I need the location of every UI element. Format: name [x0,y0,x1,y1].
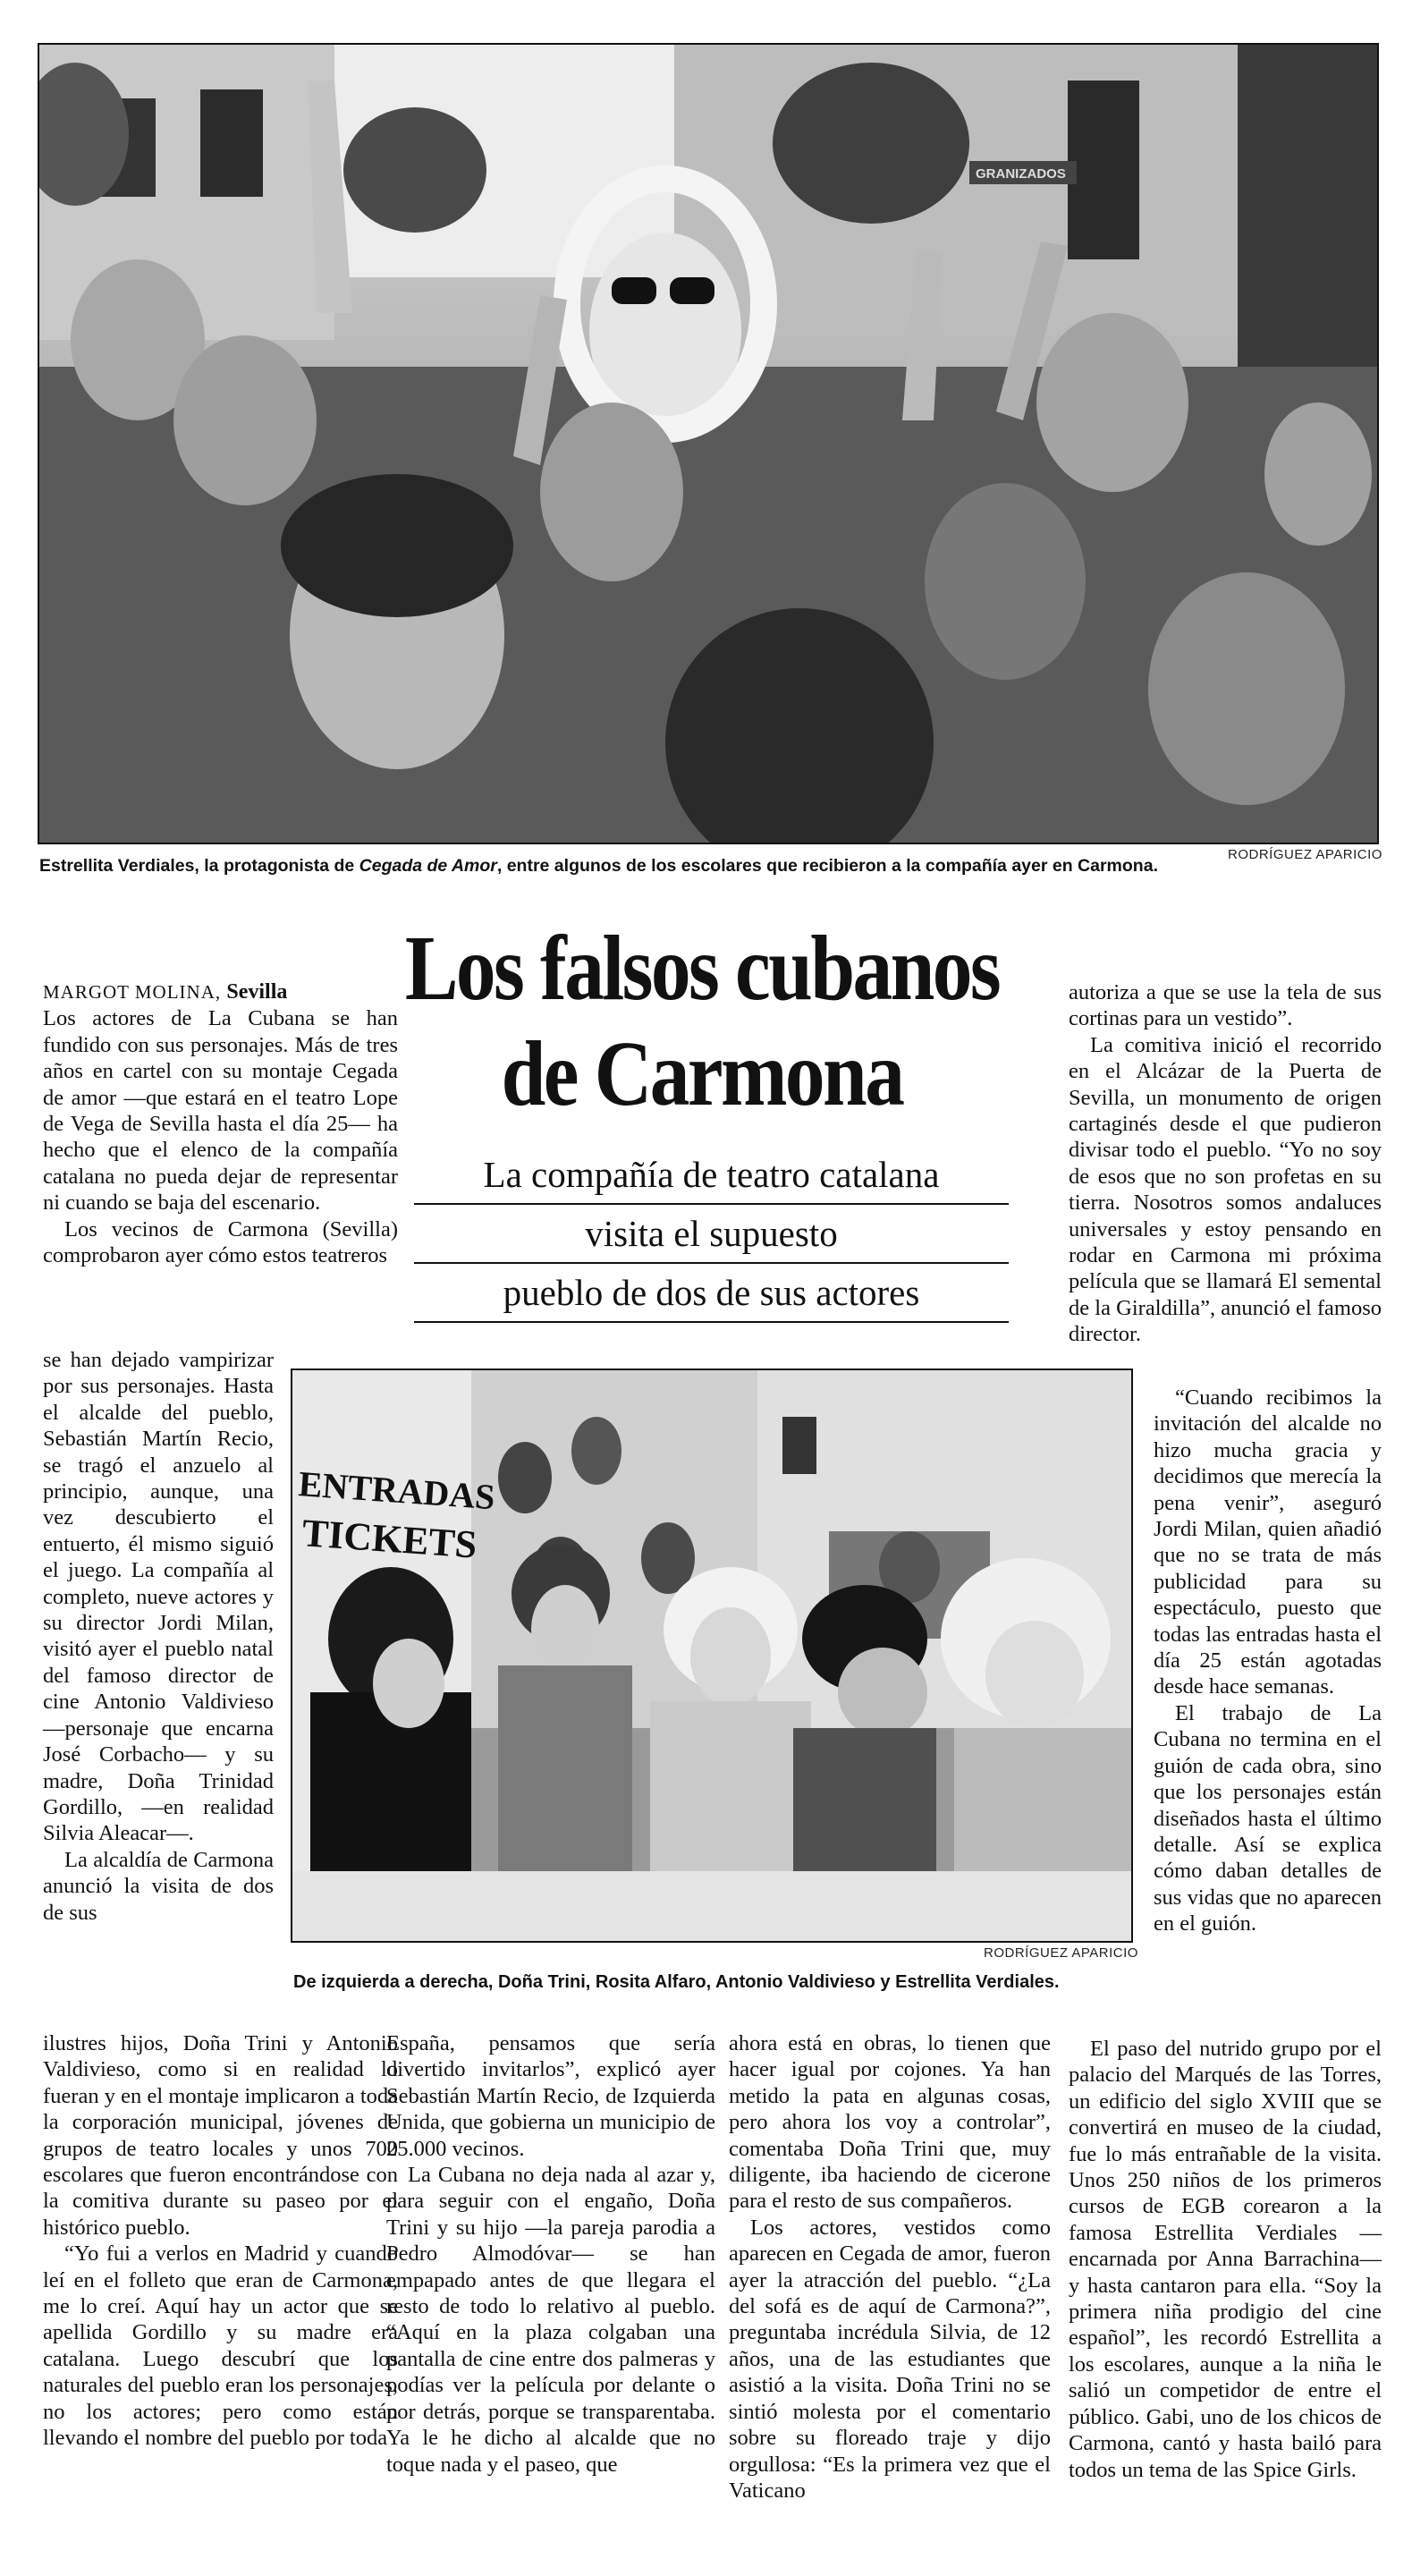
paragraph: ilustres hijos, Doña Trini y Antonio Valdivieso, como si en realidad lo fueran y en el montaje implicaron a toda la corporación municipal, jóvenes de grupos de teatro locales y unos 700 escolares que fueron encontrándose con la comitiva durante su paseo por el histórico pueblo. [43,2031,398,2240]
headline-line-1: Los falsos cubanos [404,917,1000,1020]
byline [43,979,398,1005]
article-column-1-narrow [43,1347,274,1926]
caption-text: Estrellita Verdiales, la protagonista de [39,856,359,876]
article-column-3 [729,2030,1051,2504]
photo-cast-members [291,1368,1133,1943]
headline [402,916,1002,1127]
article-column-4-lower [1069,2036,1382,2483]
article-column-4 [1069,979,1382,1348]
deck-line-3: pueblo de dos de sus actores [414,1264,1009,1323]
byline-author: MARGOT MOLINA, [43,981,222,1003]
paragraph: La alcaldía de Carmona anunció la visita de dos de sus [43,1847,274,1925]
paragraph: autoriza a que se use la tela de sus cortinas para un vestido”. [1069,980,1382,1031]
article-column-4-narrow [1154,1385,1382,1937]
granizados-sign: GRANIZADOS [976,166,1066,182]
photo1-caption [39,855,1158,877]
tickets-sign: TICKETS [300,1511,478,1567]
deck-line-1: La compañía de teatro catalana [414,1146,1009,1205]
byline-place: Sevilla [226,980,288,1004]
paragraph: se han dejado vampirizar por sus personajes. Hasta el alcalde del pueblo, Sebastián Martín Recio, se tragó el anzuelo al principio, aunque, una vez descubierto el entuerto, él mismo siguió el juego. La compañía al completo, nueve actores y su director Jordi Milan, visitó ayer el pueblo natal del famoso director de cine Antonio Valdivieso —personaje que encarna José Corbacho— y su madre, Doña Trinidad Gordillo, —en realidad Silvia Aleacar—. [43,1348,274,1846]
article-column-1-lower [43,2030,398,2452]
paragraph: Los actores de La Cubana se han fundido con sus personajes. Más de tres años en cartel con su montaje Cegada de amor —que estará en el teatro Lope de Vega de Sevilla hasta el día 25— ha hecho que el elenco de la compañía catalana no pueda dejar de representar ni cuando se baja del escenario. [43,1006,398,1216]
photo2-caption: De izquierda a derecha, Doña Trini, Rosita Alfaro, Antonio Valdivieso y Estrellita Verdiales. [293,1972,1060,1992]
paragraph: La Cubana no deja nada al azar y, para seguir con el engaño, Doña Trini y su hijo —la pareja parodia a Pedro Almodóvar— se han empapado antes de que llegara el resto de todo lo relativo al pueblo. “Aquí en la plaza colgaban una pantalla de cine entre dos palmeras y podías ver la película por delante o por detrás, porque se transparentaba. Ya le he dicho al alcalde que no toque nada y el paseo, que [386,2163,715,2477]
paragraph: España, pensamos que sería divertido invitarlos”, explicó ayer Sebastián Martín Recio, de Izquierda Unida, que gobierna un municipio de 25.000 vecinos. [386,2031,715,2161]
deck-line-2: visita el supuesto [414,1205,1009,1264]
paragraph: ahora está en obras, lo tienen que hacer igual por cojones. Ya han metido la pata en algunas cosas, pero ahora los voy a controlar”, comentaba Doña Trini que, muy diligente, iba haciendo de cicerone para el resto de sus compañeros. [729,2031,1051,2214]
subheadline [414,1146,1009,1323]
photo2-credit: RODRÍGUEZ APARICIO [984,1945,1138,1961]
article-column-2 [386,2030,715,2478]
paragraph: Los actores, vestidos como aparecen en Cegada de amor, fueron ayer la atracción del pueblo. “¿La del sofá es de aquí de Carmona?”, preguntaba incrédula Silvia, de 12 años, una de las estudiantes que asistió a la visita. Doña Trini no se sintió molesta por el comentario sobre su floreado traje y dijo orgullosa: “Es la primera vez que el Vaticano [729,2215,1051,2503]
entradas-sign: ENTRADAS [297,1463,497,1518]
paragraph: “Cuando recibimos la invitación del alcalde no hizo mucha gracia y decidimos que merecía la pena venir”, aseguró Jordi Milan, quien añadió que no se trata de más publicidad para su espectáculo, puesto que todas las entradas hasta el día 25 están agotadas desde hace semanas. [1154,1385,1382,1699]
caption-italic: Cegada de Amor [359,856,497,876]
paragraph: Los vecinos de Carmona (Sevilla) comprobaron ayer cómo estos teatreros [43,1216,398,1268]
caption-text-end: , entre algunos de los escolares que recibieron a la compañía ayer en Carmona. [496,856,1158,876]
paragraph: “Yo fui a verlos en Madrid y cuando leí en el folleto que eran de Carmona, me lo creí. Aquí hay un actor que se apellida Gordillo y su madre era catalana. Luego descubrí que los naturales del pueblo eran los personajes, no los actores; pero como están llevando el nombre del pueblo por toda [43,2241,398,2451]
article-column-1 [43,979,398,1268]
paragraph: El trabajo de La Cubana no termina en el guión de cada obra, sino que los personajes están diseñados hasta el último detalle. Así se explica cómo daban detalles de sus vidas que no aparecen en el guión. [1154,1700,1382,1936]
paragraph: El paso del nutrido grupo por el palacio del Marqués de las Torres, un edificio del siglo XVIII que se convertirá en museo de la ciudad, fue lo más entrañable de la visita. Unos 250 niños de los primeros cursos de EGB corearon a la famosa Estrellita Verdiales —encarnada por Anna Barrachina— y hasta cantaron para ella. “Soy la primera niña prodigio del cine español”, les recordó Estrellita a los escolares, aunque a la niña le salió un competidor de entre el público. Gabi, uno de los chicos de Carmona, cantó y hasta bailó para todos un tema de las Spice Girls. [1069,2037,1382,2482]
photo-children-with-estrellita [38,43,1379,844]
headline-line-2: de Carmona [501,1022,903,1125]
paragraph: La comitiva inició el recorrido en el Alcázar de la Puerta de Sevilla, un monumento de origen cartaginés desde el que pudieron divisar todo el pueblo. “Yo no soy de esos que no son profetas en su tierra. Nosotros somos andaluces universales y estoy pensando en rodar en Carmona mi próxima película que se llamará El semental de la Giraldilla”, anunció el famoso director. [1069,1032,1382,1347]
photo1-credit: RODRÍGUEZ APARICIO [1228,847,1382,862]
